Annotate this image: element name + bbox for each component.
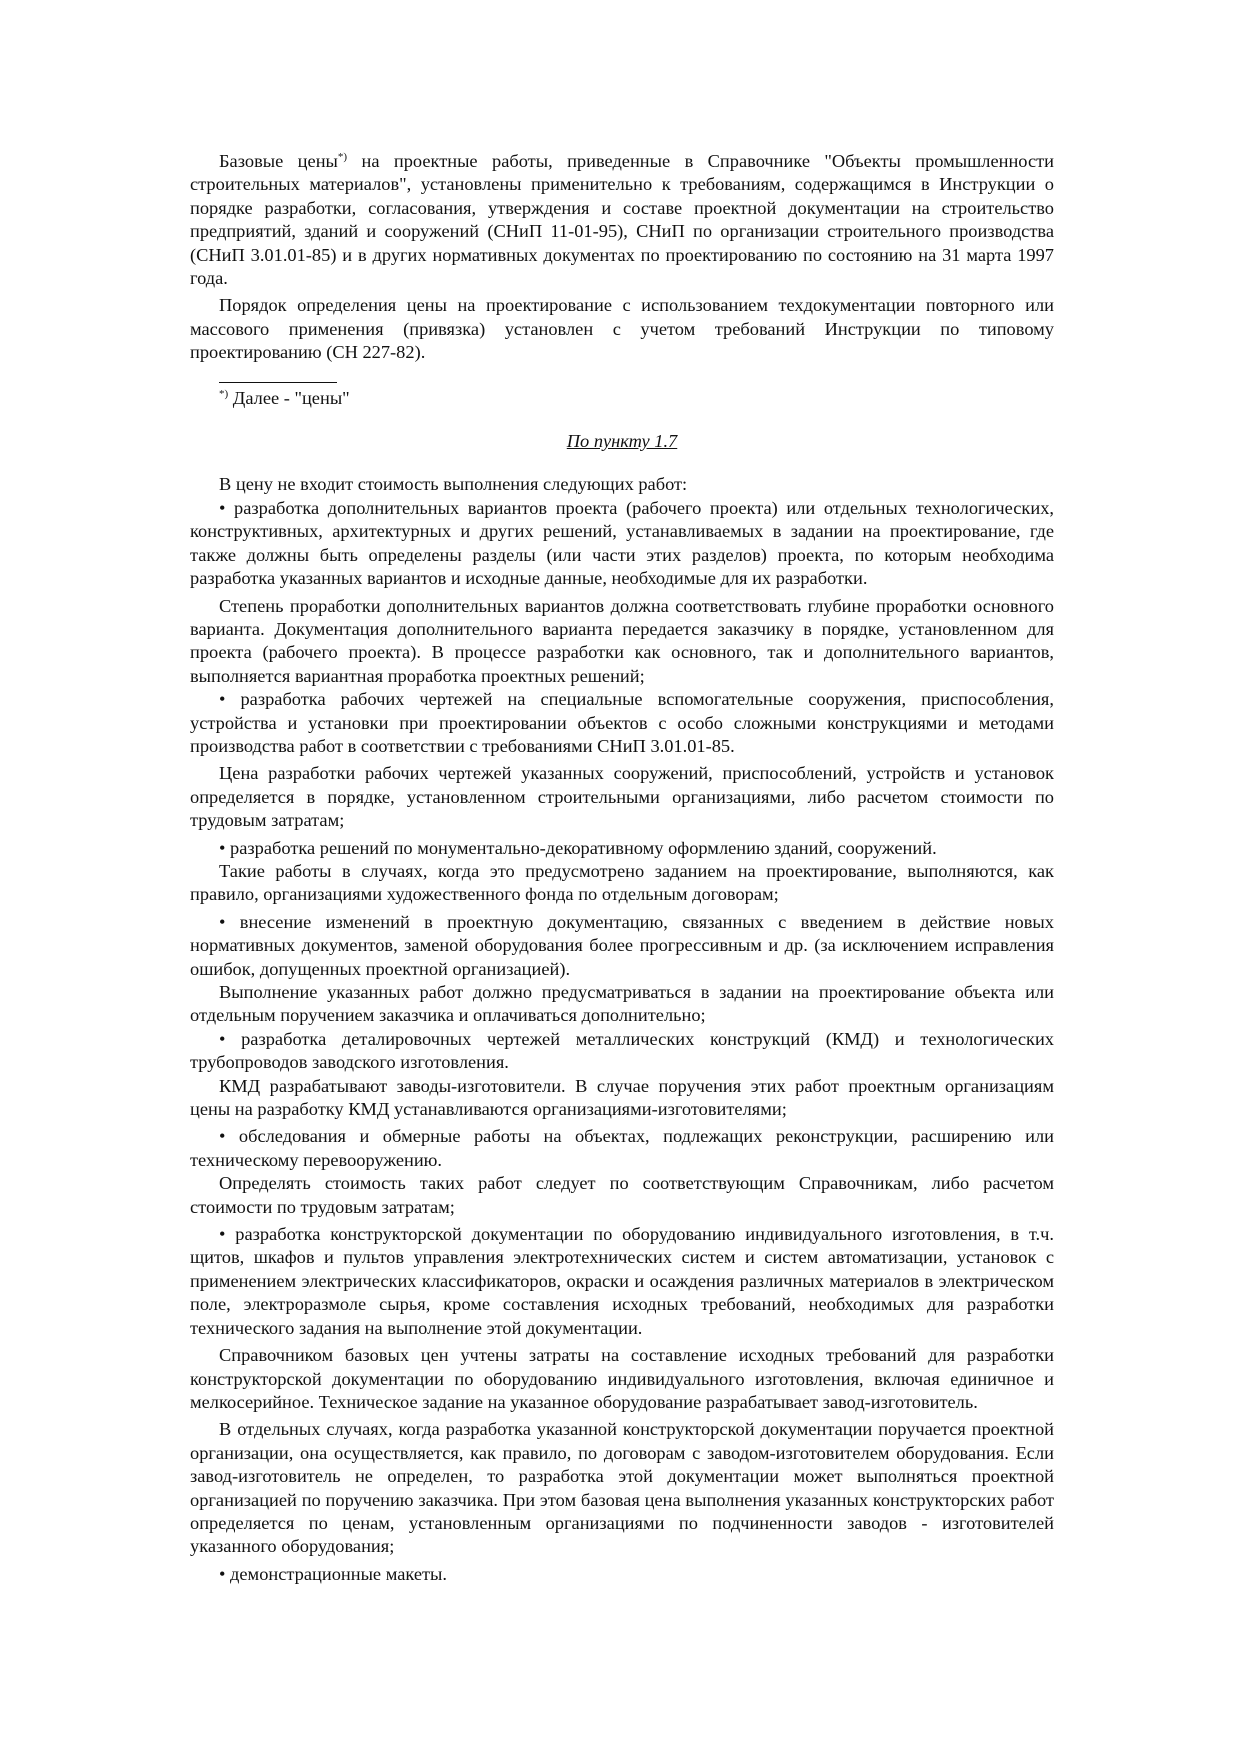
section-heading: По пункту 1.7 — [566, 431, 678, 452]
section-paragraph: • разработка деталировочных чертежей металлических конструкций (КМД) и технологических трубопроводов заводского изготовления. — [190, 1028, 1054, 1073]
intro-paragraph-1-rest: на проектные работы, приведенные в Справочнике "Объекты промышленности строительных материалов", установлены применительно к требованиям, содержащимся в Инструкции о порядке разработки, согласования, утверждения и составе проектной документации на строительство предприятий, зданий и сооружений (СНиП 11-01-95), СНиП по организации строительного производства (СНиП 3.01.01-85) и в других нормативных документах по проектированию по состоянию на 31 марта 1997 года. — [190, 151, 1054, 289]
footnote-text: Далее - "цены" — [228, 387, 350, 408]
section-paragraph: Выполнение указанных работ должно предусматриваться в задании на проектирование объекта или отдельным поручением заказчика и оплачиваться дополнительно; — [190, 982, 1054, 1026]
footnote — [190, 387, 1054, 410]
section-paragraph: • обследования и обмерные работы на объектах, подлежащих реконструкции, расширению или техническому перевооружению. — [190, 1126, 1054, 1170]
section-paragraph: • разработка решений по монументально-декоративному оформлению зданий, сооружений. — [219, 837, 937, 858]
footnote-mark: *) — [219, 387, 229, 400]
section-paragraph: • разработка рабочих чертежей на специальные вспомогательные сооружения, приспособления, устройства и установки при проектировании объектов с особо сложными конструкциями и методами производства работ в соответствии с требованиями СНиП 3.01.01-85. — [190, 689, 1054, 756]
section-paragraph: Степень проработки дополнительных вариантов должна соответствовать глубине проработки основного варианта. Документация дополнительного варианта передается заказчику в порядке, установленном для проекта (рабочего проекта). В процессе разработки как основного, так и дополнительного вариантов, выполняется вариантная проработка проектных решений; — [190, 595, 1054, 686]
section-paragraph: Справочником базовых цен учтены затраты на составление исходных требований для разработки конструкторской документации по оборудованию индивидуального изготовления, включая единичное и мелкосерийное. Техническое задание на указанное оборудование разрабатывает завод-изготовитель. — [190, 1345, 1054, 1412]
section-paragraph: В отдельных случаях, когда разработка указанной конструкторской документации поручается проектной организации, она осуществляется, как правило, по договорам с заводом-изготовителем оборудования. Если завод-изготовитель не определен, то разработка этой документации может выполняться проектной организацией по поручению заказчика. При этом базовая цена выполнения указанных конструкторских работ определяется по ценам, установленным организациями по подчиненности заводов - изготовителей указанного оборудования; — [190, 1419, 1054, 1557]
footnote-separator — [219, 382, 337, 383]
intro-paragraph-1 — [190, 150, 1054, 290]
section-paragraph: Определять стоимость таких работ следует по соответствующим Справочникам, либо расчетом стоимости по трудовым затратам; — [190, 1173, 1054, 1217]
intro-paragraph-2: Порядок определения цены на проектирование с использованием техдокументации повторного или массового применения (привязка) установлен с учетом требований Инструкции по типовому проектированию (СН 227-82). — [190, 295, 1054, 363]
section-paragraph: • разработка конструкторской документации по оборудованию индивидуального изготовления, в т.ч. щитов, шкафов и пультов управления электротехнических систем и систем автоматизации, установок с применением электрических классификаторов, окраски и осаждения различных материалов в электрическом поле, электроразмоле сырья, кроме составления исходных требований, необходимых для разработки технического задания на выполнение этой документации. — [190, 1224, 1054, 1338]
intro-paragraph-1-start: Базовые цены — [219, 151, 338, 171]
section-paragraph: Такие работы в случаях, когда это предусмотрено заданием на проектирование, выполняются, как правило, организациями художественного фонда по отдельным договорам; — [190, 860, 1054, 905]
section-paragraph: • демонстрационные макеты. — [219, 1563, 447, 1584]
section-paragraph: В цену не входит стоимость выполнения следующих работ: — [219, 474, 688, 495]
section-paragraph: КМД разрабатывают заводы-изготовители. В случае поручения этих работ проектным организациям цены на разработку КМД устанавливаются организациями-изготовителями; — [190, 1075, 1054, 1120]
section-paragraph: Цена разработки рабочих чертежей указанных сооружений, приспособлений, устройств и установок определяется в порядке, установленном строительными организациями, либо расчетом стоимости по трудовым затратам; — [190, 763, 1054, 831]
section-paragraph: • разработка дополнительных вариантов проекта (рабочего проекта) или отдельных технологических, конструктивных, архитектурных и других решений, устанавливаемых в задании на проектирование, где также должны быть определены разделы (или части этих разделов) проекта, по которым необходима разработка указанных вариантов и исходные данные, необходимые для их разработки. — [190, 497, 1054, 589]
section-paragraph: • внесение изменений в проектную документацию, связанных с введением в действие новых нормативных документов, заменой оборудования более прогрессивным и др. (за исключением исправления ошибок, допущенных проектной организацией). — [190, 911, 1054, 979]
footnote-reference-mark: *) — [337, 150, 348, 163]
document-page — [190, 150, 1054, 1590]
